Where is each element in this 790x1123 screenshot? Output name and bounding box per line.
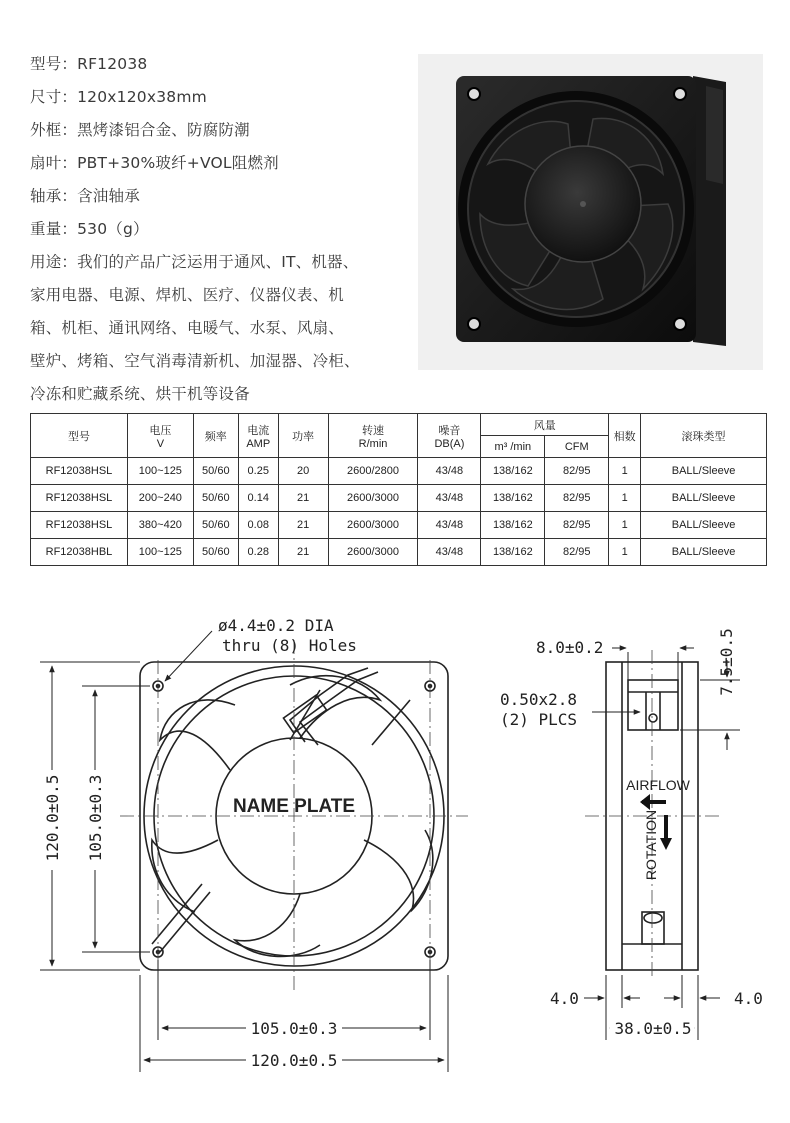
rotation-arrow-head [660, 838, 672, 850]
cell-current: 0.08 [238, 512, 278, 539]
cell-phase: 1 [609, 458, 641, 485]
cell-power: 21 [278, 485, 328, 512]
header-voltage [127, 414, 193, 458]
spec-usage-line: 家用电器、电源、焊机、医疗、仪器仪表、机 [30, 286, 345, 304]
spec-usage-line: 冷冻和贮藏系统、烘干机等设备 [30, 385, 250, 403]
header-airflow-cfm: CFM [545, 436, 609, 458]
header-power: 功率 [278, 414, 328, 458]
cell-voltage: 100~125 [127, 458, 193, 485]
cell-bearing: BALL/Sleeve [641, 512, 767, 539]
cell-noise: 43/48 [418, 512, 481, 539]
spec-bearing: 轴承：含油轴承 [30, 187, 140, 205]
cell-power: 21 [278, 539, 328, 566]
header-noise [418, 414, 481, 458]
header-speed [328, 414, 418, 458]
cell-airflow-cfm: 82/95 [545, 485, 609, 512]
rotation-label: ROTATION [643, 809, 659, 881]
cell-model: RF12038HSL [31, 458, 128, 485]
cell-frequency: 50/60 [193, 539, 238, 566]
cell-current: 0.14 [238, 485, 278, 512]
cell-model: RF12038HSL [31, 485, 128, 512]
dim-height-105: 105.0±0.3 [86, 774, 105, 862]
dim-depth-38: 38.0±0.5 [614, 1019, 692, 1038]
dim-height-120: 120.0±0.5 [43, 774, 62, 862]
dim-flange-right: 4.0 [734, 989, 763, 1008]
spec-blade: 扇叶：PBT+30%玻纤+VOL阻燃剂 [30, 154, 279, 172]
header-noise-label: 噪音 [438, 424, 461, 437]
cell-speed: 2600/3000 [328, 485, 418, 512]
cell-power: 21 [278, 512, 328, 539]
spec-size: 尺寸：120x120x38mm [30, 88, 207, 106]
cell-phase: 1 [609, 512, 641, 539]
header-current [238, 414, 278, 458]
table-row [31, 539, 767, 566]
airflow-arrow-head [640, 794, 650, 810]
header-phase: 相数 [609, 414, 641, 458]
header-model: 型号 [31, 414, 128, 458]
cell-voltage: 380~420 [127, 512, 193, 539]
header-airflow: 风量 [481, 414, 609, 436]
airflow-label: AIRFLOW [626, 777, 690, 793]
spec-list [30, 48, 410, 411]
rotation-arrow [664, 815, 668, 840]
name-plate-label: NAME PLATE [232, 796, 356, 817]
cell-noise: 43/48 [418, 485, 481, 512]
cell-phase: 1 [609, 539, 641, 566]
cell-bearing: BALL/Sleeve [641, 485, 767, 512]
header-speed-unit: R/min [358, 437, 388, 450]
dim-flange-left: 4.0 [550, 989, 579, 1008]
table-row [31, 485, 767, 512]
spec-usage-line: 箱、机柜、通讯网络、电暖气、水泵、风扇、 [30, 319, 345, 337]
header-speed-label: 转速 [362, 424, 385, 437]
dim-terminal-height: 7.5±0.5 [717, 628, 736, 696]
header-voltage-unit: V [156, 437, 165, 450]
cell-speed: 2600/2800 [328, 458, 418, 485]
cell-airflow-cfm: 82/95 [545, 539, 609, 566]
spec-model: 型号：RF12038 [30, 55, 148, 73]
cell-frequency: 50/60 [193, 512, 238, 539]
cell-speed: 2600/3000 [328, 539, 418, 566]
header-current-label: 电流 [247, 424, 270, 437]
cell-airflow-m3: 138/162 [481, 512, 545, 539]
hole-note-line2: thru (8) Holes [222, 636, 357, 655]
spec-weight: 重量：530（g） [30, 220, 149, 238]
table-header-row-1 [31, 414, 767, 436]
spec-usage-line: 壁炉、烤箱、空气消毒清新机、加湿器、冷柜、 [30, 352, 360, 370]
cell-airflow-m3: 138/162 [481, 485, 545, 512]
header-noise-unit: DB(A) [434, 437, 465, 450]
cell-airflow-cfm: 82/95 [545, 512, 609, 539]
cell-voltage: 100~125 [127, 539, 193, 566]
cell-bearing: BALL/Sleeve [641, 458, 767, 485]
cell-bearing: BALL/Sleeve [641, 539, 767, 566]
cell-speed: 2600/3000 [328, 512, 418, 539]
spec-table [30, 413, 767, 566]
table-row [31, 458, 767, 485]
technical-drawing [0, 600, 790, 1123]
header-voltage-label: 电压 [149, 424, 172, 437]
cell-noise: 43/48 [418, 458, 481, 485]
cell-model: RF12038HSL [31, 512, 128, 539]
product-photo [418, 54, 763, 370]
header-airflow-m3: m³ /min [481, 436, 545, 458]
cell-airflow-cfm: 82/95 [545, 458, 609, 485]
terminal-size-note: 0.50x2.8 [500, 690, 578, 709]
cell-voltage: 200~240 [127, 485, 193, 512]
cell-phase: 1 [609, 485, 641, 512]
spec-frame: 外框：黑烤漆铝合金、防腐防潮 [30, 121, 250, 139]
cell-airflow-m3: 138/162 [481, 539, 545, 566]
table-row [31, 512, 767, 539]
spec-usage-line: 用途：我们的产品广泛运用于通风、IT、机器、 [30, 253, 359, 271]
hole-note-line1: ø4.4±0.2 DIA [218, 616, 334, 635]
dim-width-120: 120.0±0.5 [250, 1051, 338, 1070]
cell-current: 0.25 [238, 458, 278, 485]
hole-leader [165, 631, 212, 681]
dim-terminal-width: 8.0±0.2 [536, 638, 604, 657]
cell-model: RF12038HBL [31, 539, 128, 566]
cell-power: 20 [278, 458, 328, 485]
cell-airflow-m3: 138/162 [481, 458, 545, 485]
cell-frequency: 50/60 [193, 485, 238, 512]
header-frequency: 频率 [193, 414, 238, 458]
terminal-qty-note: (2) PLCS [500, 710, 578, 729]
header-current-unit: AMP [246, 437, 271, 450]
dim-width-105: 105.0±0.3 [250, 1019, 338, 1038]
cell-current: 0.28 [238, 539, 278, 566]
header-bearing: 滚珠类型 [641, 414, 767, 458]
cell-noise: 43/48 [418, 539, 481, 566]
fan-photo-illustration [418, 54, 763, 370]
cell-frequency: 50/60 [193, 458, 238, 485]
